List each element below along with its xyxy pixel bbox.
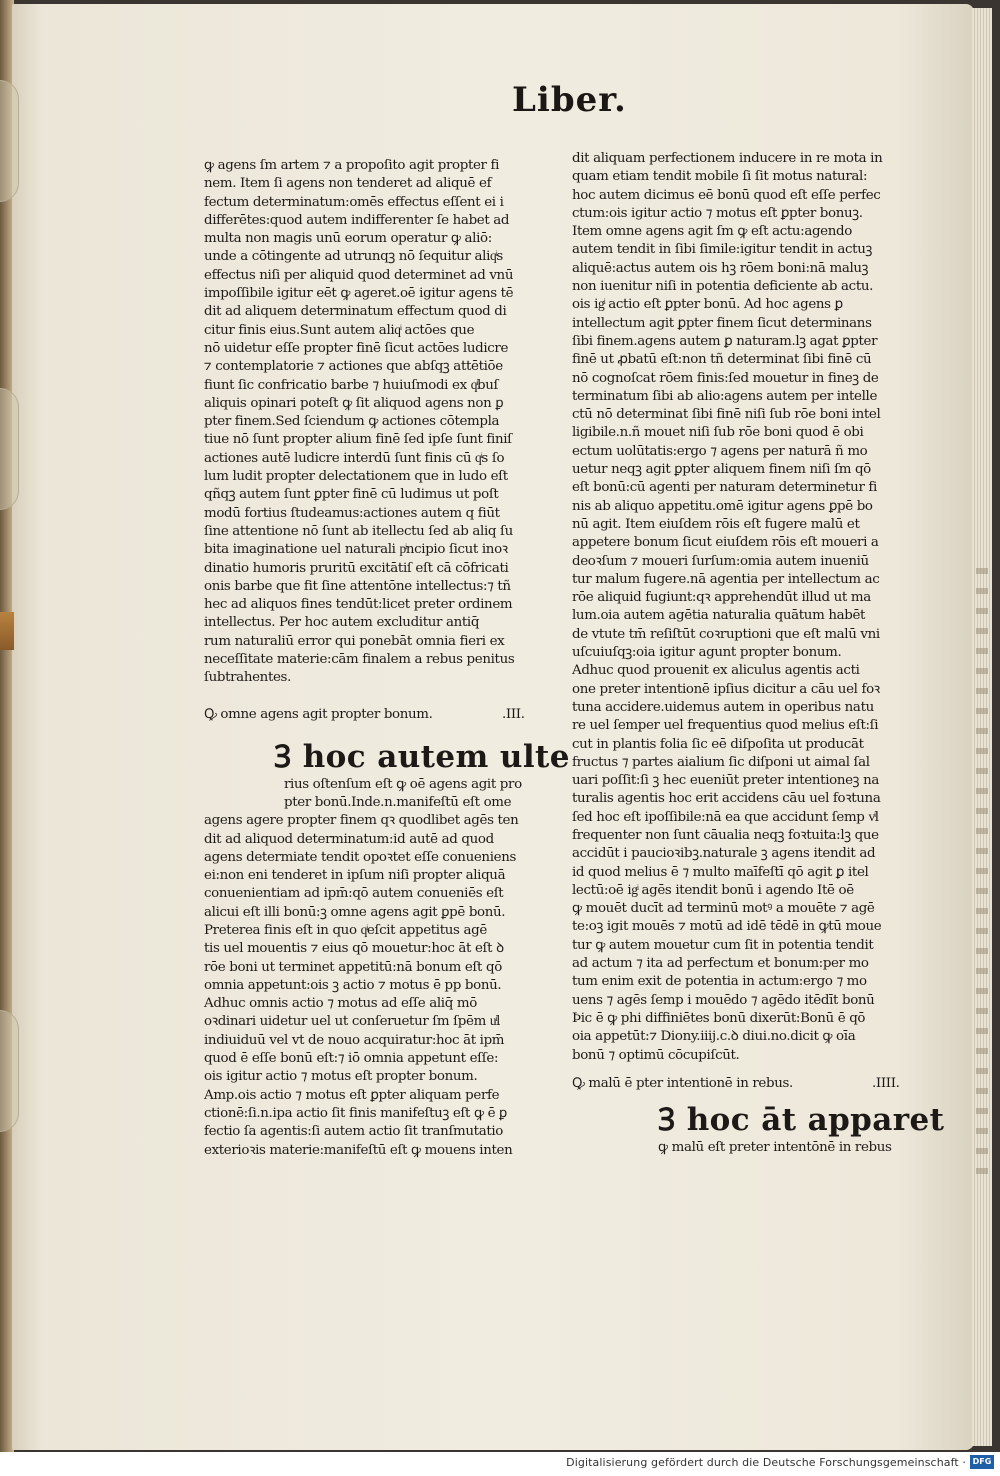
text-line: hec ad aliquos fines tendūt:licet preter ordinem: [204, 597, 513, 613]
text-line: lum.oia autem agētia naturalia quātum habēt: [572, 608, 866, 624]
paper-hole: [0, 388, 19, 510]
text-line: ois igͥ actio eſt ꝑpter bonū. Ad hoc agens ꝑ: [572, 297, 843, 313]
text-line: alicui eſt illi bonū:ꝫ omne agens agit ꝑpē bonū.: [204, 904, 506, 920]
text-line: frequenter non ſunt cāualia neqꝫ foꝛtuita:lꝫ que: [572, 827, 879, 843]
text-line: ſed hoc eſt ipoſſibile:nā ea que accidunt ſemp vͥl: [572, 809, 879, 825]
text-line: bita imaginatione uel naturali pͥncipio ſicut inoꝛ: [204, 542, 508, 558]
text-line: conuenientiam ad ipm̄:qō autem conueniēs eſt: [204, 886, 504, 902]
text-line: accidūt i paucioꝛibꝫ.naturale ꝫ agens itendit ad: [572, 846, 876, 862]
rubric-text: Ꝙ malū ē pter intentionē in rebus.: [572, 1075, 793, 1091]
heading-continuation: [204, 776, 570, 813]
text-line: ei:non eni tenderet in ipſum niſi propter aliquā: [204, 868, 506, 884]
right-paragraph-block: [572, 150, 944, 1065]
text-line: nū agit. Item eiuſdem rōis eſt fugere malū et: [572, 516, 860, 532]
text-line: nis ab aliquo appetitu.omē igitur agens ꝑpē bo: [572, 498, 873, 514]
text-line: ctū nō determinat ſibi finē niſi ſub rōe boni intel: [572, 407, 881, 423]
text-line: non iuenitur niſi in potentia deficiente ab actu.: [572, 279, 874, 295]
heading-continuation: ꝙ malū eſt preter intentōnē in rebus: [658, 1139, 892, 1155]
text-line: te:oꝫ igit mouēs ⁊ motū ad idē tēdē in ꝙtū moue: [572, 919, 882, 935]
left-paragraph-block: [204, 157, 570, 688]
text-line: tur ꝙ autem mouetur cum ſit in potentia tendit: [572, 937, 874, 953]
text-line: exterioꝛis materie:manifeſtū eſt ꝙ mouens inten: [204, 1142, 513, 1158]
text-line: de vtute tm̄ reſiſtūt coꝛruptioni que eſt malū vni: [572, 626, 880, 642]
text-line: bonū ⁊ optimū cōcupiſcūt.: [572, 1047, 740, 1063]
text-line: deoꝛſum ⁊ moueri ſurſum:omia autem inueniū: [572, 553, 869, 569]
text-line: uens ⁊ agēs ſemp i mouēdo ⁊ agēdo itēdīt bonū: [572, 992, 875, 1008]
text-line: Preterea finis eſt in quo qͥeſcit appetitus agē: [204, 922, 487, 938]
text-line: Amp.ois actio ⁊ motus eſt ꝑpter aliquam perfe: [204, 1087, 500, 1103]
text-line: oia appetūt:⁊ Diony.iiij.c.ꝺ diui.no.dicit ꝙ oīa: [572, 1029, 856, 1045]
text-line: tuna accidere.uidemus autem in operibus natu: [572, 699, 874, 715]
chapter-rubric: [572, 1065, 944, 1101]
text-line: ꝙ agens ſm artem ⁊ a propoſito agit propter fi: [204, 158, 500, 173]
text-line: effectus niſi per aliquid quod determinet ad vnū: [204, 267, 514, 283]
text-line: ⁊ contemplatorie ⁊ actiones que abſqꝫ attētiōe: [204, 359, 503, 375]
chapter-rubric: [204, 688, 570, 732]
text-line: agens determiate tendit opoꝛtet eſſe conueniens: [204, 849, 516, 865]
text-line: ſibi finem.agens autem ꝑ naturam.lꝫ agat ꝑpter: [572, 333, 878, 349]
text-line: rius oſtenſum eſt ꝙ oē agens agit pro: [284, 776, 522, 792]
text-line: ois igitur actio ⁊ motus eſt propter bonum.: [204, 1069, 478, 1085]
text-line: turalis agentis hoc erit accidens cāu uel foꝛtuna: [572, 791, 881, 807]
text-line: terminatum ſibi ab alio:agens autem per intelle: [572, 388, 878, 404]
text-line: re uel ſemper uel frequentius quod melius eſt:ſi: [572, 718, 879, 734]
text-line: neceſſitate materie:cām finalem a rebus penitus: [204, 652, 515, 668]
text-line: qñqꝫ autem ſunt ꝑpter finē cū ludimus ut poſt: [204, 487, 499, 503]
right-text-column: [572, 150, 944, 1157]
text-line: dit ad aliquod determinatum:id autē ad quod: [204, 831, 494, 847]
text-line: ectum uolūtatis:ergo ⁊ agens per naturā ñ mo: [572, 443, 868, 459]
text-line: uſcuiuſqꝫ:oia igitur agunt propter bonum.: [572, 645, 842, 661]
chapter-number: .III.: [502, 706, 525, 722]
text-line: Adhuc omnis actio ⁊ motus ad eſſe aliq̄ mō: [204, 996, 477, 1012]
chapter-heading: Ꝫ hoc autem ulte: [274, 738, 570, 775]
bookmark-ribbon: [0, 612, 14, 650]
paper-hole: [0, 1010, 19, 1132]
text-line: aliquē:actus autem ois hꝫ rōem boni:nā maluꝫ: [572, 260, 869, 276]
text-line: eſt bonū:cū agenti per naturam determinetur fi: [572, 480, 877, 496]
text-line: lum ludit propter delectationem que in ludo eſt: [204, 469, 508, 485]
text-line: onis barbe que fit ſine attentōne intellectus:⁊ tñ: [204, 578, 511, 594]
text-line: rōe aliquid fugiunt:qꝛ apprehendūt illud ut ma: [572, 590, 871, 606]
text-line: tiue nō ſunt propter alium finē ſed ipſe ſunt finiſ: [204, 432, 512, 448]
text-line: quod ē eſſe bonū eſt:⁊ iō omnia appetunt eſſe:: [204, 1051, 499, 1067]
text-line: Adhuc quod prouenit ex aliculus agentis acti: [572, 663, 860, 679]
text-line: uari poſſit:ſi ꝫ hec eueniūt preter intentioneꝫ na: [572, 773, 879, 789]
rubric-text: Ꝙ omne agens agit propter bonum.: [204, 706, 433, 722]
text-line: Item omne agens agit ſm ꝙ eſt actu:agendo: [572, 224, 852, 240]
text-line: ſubtrahentes.: [204, 670, 291, 686]
text-line: fiunt ſic confricatio barbe ⁊ huiuſmodi ex qͥbuſ: [204, 377, 499, 393]
text-line: multa non magis unū eorum operatur ꝙ aliō:: [204, 231, 492, 247]
text-line: agens agere propter finem qꝛ quodlibet agēs ten: [204, 813, 519, 829]
text-line: dit aliquam perfectionem inducere in re mota in: [572, 151, 883, 166]
chapter-number: .IIII.: [872, 1075, 900, 1091]
text-line: ſine attentione nō ſunt ab itellectu ſed ab aliq ſu: [204, 523, 513, 539]
text-line: fectum determinatum:omēs effectus eſſent ei i: [204, 194, 504, 210]
text-line: hoc autem dicimus eē bonū quod eſt eſſe perfec: [572, 187, 881, 203]
text-line: differētes:quod autem indifferenter ſe habet ad: [204, 212, 510, 228]
text-line: impoſſibile igitur eēt ꝙ ageret.oē igitur agens tē: [204, 286, 514, 302]
text-line: omnia appetunt:ois ꝫ actio ⁊ motus ē pp bonū.: [204, 977, 502, 993]
text-line: rōe boni ut terminet appetitū:nā bonum eſt qō: [204, 959, 502, 975]
running-head: Liber.: [512, 80, 627, 120]
chapter-heading: Ꝫ hoc āt apparet: [658, 1101, 945, 1138]
text-line: indiuiduū vel vt de nouo acquiratur:hoc āt ipm̄: [204, 1032, 505, 1048]
text-line: ctum:ois igitur actio ⁊ motus eſt ꝑpter bonuꝫ.: [572, 205, 863, 221]
text-line: fructus ⁊ partes aialium ſic diſponi ut aimal ſal: [572, 754, 870, 770]
text-line: intellectum agit ꝑpter finem ſicut determinans: [572, 315, 872, 331]
text-line: nō cognoſcat rōem finis:ſed mouetur in fineꝫ de: [572, 370, 879, 386]
text-line: appetere bonum ſicut eiuſdem rōis eſt moueri a: [572, 535, 879, 551]
text-line: one preter intentionē ipſius dicitur a cāu uel foꝛ: [572, 681, 880, 697]
text-line: tur malum fugere.nā agentia per intellectum ac: [572, 571, 880, 587]
text-line: finē ut ꝓbatū eſt:non tñ determinat ſibi finē cū: [572, 352, 872, 368]
left-text-column: [204, 157, 570, 1160]
paper-hole: [0, 80, 19, 202]
text-line: rum naturaliū error qui ponebāt omnia fieri ex: [204, 633, 505, 649]
text-line: unde a cōtingente ad utrunqꝫ nō ſequitur aliqͥs: [204, 249, 503, 265]
text-line: autem tendit in ſibi ſimile:igitur tendit in actuꝫ: [572, 242, 872, 258]
text-line: nō uidetur eſſe propter finē ſicut actōes ludicre: [204, 340, 509, 356]
text-line: ligibile.n.ñ mouet niſi ſub rōe boni quod ē obi: [572, 425, 864, 441]
text-line: lectū:oē igͥ agēs itendit bonū i agendo Itē oē: [572, 882, 854, 898]
text-line: Þic ē ꝙ phi diffiniētes bonū dixerūt:Bonū ē qō: [572, 1010, 866, 1026]
text-line: aliquis opinari poteſt ꝙ ſit aliquod agens non ꝑ: [204, 395, 504, 411]
left-paragraph-block: [204, 812, 570, 1160]
text-line: id quod melius ē ⁊ multo maīfeſtī qō agit ꝑ itel: [572, 864, 869, 880]
text-line: dit ad aliquem determinatum effectum quod di: [204, 304, 507, 320]
text-line: uetur neqꝫ agit ꝑpter aliquem finem niſi ſm qō: [572, 462, 871, 478]
text-line: dinatio humoris pruritū excitātiſ eſt cā cōfricati: [204, 560, 509, 576]
page-stack-edge: [972, 8, 992, 1446]
text-line: ꝙ mouēt ducīt ad terminū motꝰ a mouēte ⁊ agē: [572, 901, 875, 917]
text-line: pter finem.Sed ſciendum ꝙ actiones cōtempla: [204, 414, 500, 430]
text-line: tis uel mouentis ⁊ eius qō mouetur:hoc āt eſt ꝺ: [204, 941, 504, 957]
text-line: quam etiam tendit mobile ſi ſit motus natural:: [572, 169, 868, 185]
text-line: tum enim exit de potentia in actum:ergo ⁊ mo: [572, 974, 867, 990]
funding-credit: Digitalisierung gefördert durch die Deutsche Forschungsgemeinschaft ·: [566, 1456, 966, 1469]
text-line: intellectus. Per hoc autem excluditur antiq̄: [204, 615, 480, 631]
text-line: ctionē:ſi.n.ipa actio ſit finis manifeſtuꝫ eſt ꝙ ē ꝑ: [204, 1105, 507, 1121]
text-line: nem. Item ſi agens non tenderet ad aliquē ef: [204, 176, 492, 192]
text-line: cut in plantis folia ſic eē diſpoſita ut producāt: [572, 736, 864, 752]
dfg-logo: DFG: [970, 1455, 994, 1469]
text-line: modū fortius ſtudeamus:actiones autem q fiūt: [204, 505, 500, 521]
text-line: citur finis eius.Sunt autem aliqͥ actōes que: [204, 322, 475, 338]
text-line: oꝛdinari uidetur uel ut conſeruetur ſm ſpēm uͥl: [204, 1014, 501, 1030]
text-line: ad actum ⁊ ita ad perfectum et bonum:per mo: [572, 956, 869, 972]
text-line: actiones autē ludicre interdū ſunt finis cū qͥs ſo: [204, 450, 505, 466]
text-line: pter bonū.Inde.n.manifeſtū eſt ome: [284, 794, 512, 810]
text-line: fectio ſa agentis:ſi autem actio ſit tranſmutatio: [204, 1124, 504, 1140]
